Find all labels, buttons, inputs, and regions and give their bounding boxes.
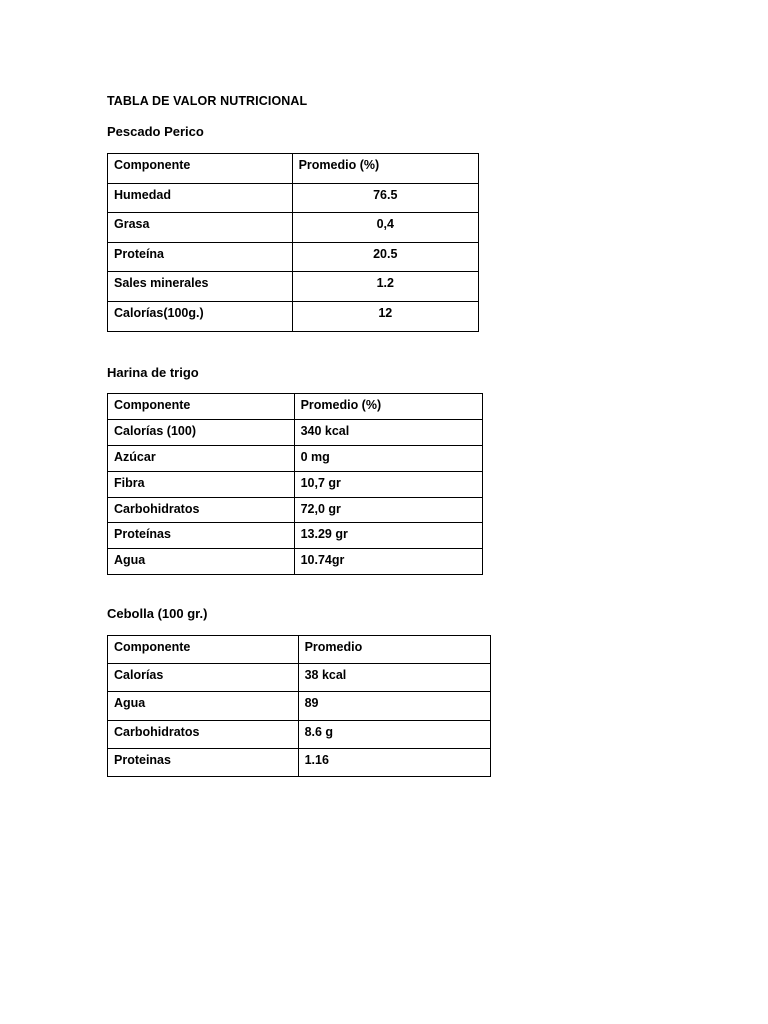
row-label: Fibra bbox=[108, 471, 295, 497]
table-row bbox=[108, 183, 479, 213]
row-value: 0,4 bbox=[292, 213, 478, 243]
row-value: 1.16 bbox=[298, 748, 490, 776]
table-cebolla bbox=[107, 635, 491, 777]
row-value: 10.74gr bbox=[294, 549, 482, 575]
table-row bbox=[108, 549, 483, 575]
table-row bbox=[108, 213, 479, 243]
row-value: 340 kcal bbox=[294, 419, 482, 445]
row-value: 8.6 g bbox=[298, 720, 490, 748]
row-label: Agua bbox=[108, 549, 295, 575]
row-label: Humedad bbox=[108, 183, 293, 213]
section-title-cebolla: Cebolla (100 gr.) bbox=[107, 606, 208, 621]
table-pescado-perico bbox=[107, 153, 479, 332]
row-value: 20.5 bbox=[292, 242, 478, 272]
table-row bbox=[108, 471, 483, 497]
row-value: 1.2 bbox=[292, 272, 478, 302]
row-value: 13.29 gr bbox=[294, 523, 482, 549]
header-cell-promedio: Promedio bbox=[298, 636, 490, 664]
row-label: Grasa bbox=[108, 213, 293, 243]
section-title-harina-de-trigo: Harina de trigo bbox=[107, 365, 199, 380]
header-cell-componente: Componente bbox=[108, 154, 293, 184]
table-row bbox=[108, 419, 483, 445]
row-label: Carbohidratos bbox=[108, 497, 295, 523]
row-label: Sales minerales bbox=[108, 272, 293, 302]
table-row bbox=[108, 523, 483, 549]
table-header-row bbox=[108, 154, 479, 184]
row-value: 89 bbox=[298, 692, 490, 720]
table-row bbox=[108, 445, 483, 471]
row-label: Carbohidratos bbox=[108, 720, 299, 748]
header-cell-promedio: Promedio (%) bbox=[294, 394, 482, 420]
row-label: Calorías(100g.) bbox=[108, 301, 293, 331]
table-header-row bbox=[108, 636, 491, 664]
document-title: TABLA DE VALOR NUTRICIONAL bbox=[107, 94, 308, 108]
table-row bbox=[108, 497, 483, 523]
table-row bbox=[108, 748, 491, 776]
row-value: 10,7 gr bbox=[294, 471, 482, 497]
table-harina-de-trigo bbox=[107, 393, 483, 575]
row-value: 72,0 gr bbox=[294, 497, 482, 523]
row-label: Calorías (100) bbox=[108, 419, 295, 445]
row-value: 38 kcal bbox=[298, 664, 490, 692]
row-label: Agua bbox=[108, 692, 299, 720]
header-cell-componente: Componente bbox=[108, 636, 299, 664]
row-value: 76.5 bbox=[292, 183, 478, 213]
row-label: Calorías bbox=[108, 664, 299, 692]
table-row bbox=[108, 242, 479, 272]
row-label: Azúcar bbox=[108, 445, 295, 471]
row-label: Proteína bbox=[108, 242, 293, 272]
row-label: Proteínas bbox=[108, 523, 295, 549]
row-value: 0 mg bbox=[294, 445, 482, 471]
table-row bbox=[108, 720, 491, 748]
table-row bbox=[108, 692, 491, 720]
row-label: Proteinas bbox=[108, 748, 299, 776]
header-cell-promedio: Promedio (%) bbox=[292, 154, 478, 184]
header-cell-componente: Componente bbox=[108, 394, 295, 420]
table-row bbox=[108, 272, 479, 302]
table-row bbox=[108, 664, 491, 692]
table-header-row bbox=[108, 394, 483, 420]
table-row bbox=[108, 301, 479, 331]
section-title-pescado-perico: Pescado Perico bbox=[107, 124, 204, 139]
row-value: 12 bbox=[292, 301, 478, 331]
